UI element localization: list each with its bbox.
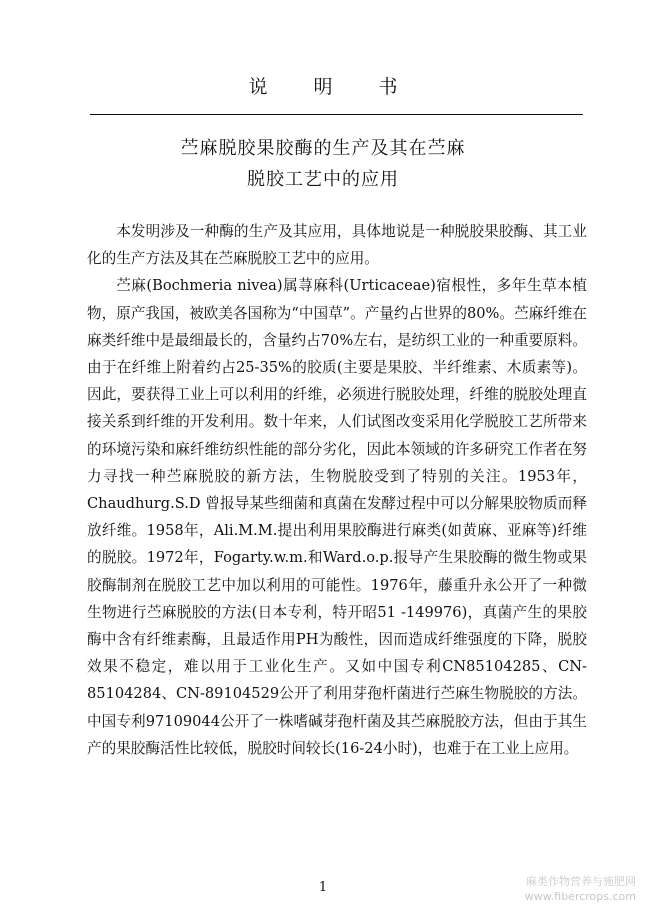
page-number: 1 <box>318 880 328 895</box>
paragraph-2: 苎麻(Bochmeria nivea)属荨麻科(Urticaceae)宿根性，多年生草本植物，原产我国，被欧美各国称为“中国草”。产量约占世界的80%。苎麻纤维在麻类纤维中是最细最长的，含量约占70%左右，是纺织工业的一种重要原料。由于在纤维上附着约占25-35%的胶质(主要是果胶、半纤维素、木质素等)。因此，要获得工业上可以利用的纤维，必须进行脱胶处理，纤维的脱胶处理直接关系到纤维的开发利用。数十年来，人们试图改变采用化学脱胶工艺所带来的环境污染和麻纤维纺织性能的部分劣化，因此本领域的许多研究工作者在努力寻找一种苎麻脱胶的新方法，生物脱胶受到了特别的关注。1953年，Chaudhurg.S.D 曾报导某些细菌和真菌在发酵过程中可以分解果胶物质而释放纤维。1958年，Ali.M.M.提出利用果胶酶进行麻类(如黄麻、亚麻等)纤维的脱胶。1972年，Fogarty.w.m.和Ward.o.p.报导产生果胶酶的微生物或果胶酶制剂在脱胶工艺中加以利用的可能性。1976年，藤重升永公开了一种微生物进行苎麻脱胶的方法(日本专利，特开昭51 -149976)，真菌产生的果胶酶中含有纤维素酶，且最适作用PH为酸性，因而造成纤维强度的下降，脱胶效果不稳定，难以用于工业化生产。又如中国专利CN85104285、CN-85104284、CN-89104529公开了利用芽孢杆菌进行苎麻生物脱胶的方法。中国专利97109044公开了一株嗜碱芽孢杆菌及其苎麻脱胶方法，但由于其生产的果胶酶活性比较低，脱胶时间较长(16-24小时)，也难于在工业上应用。 <box>87 277 587 757</box>
paragraph-1: 本发明涉及一种酶的生产及其应用，具体地说是一种脱胶果胶酶、其工业化的生产方法及其在苎麻脱胶工艺中的应用。 <box>87 223 587 268</box>
document-heading: 说明书 <box>248 76 444 98</box>
site-watermark <box>525 874 636 904</box>
document-body <box>87 218 587 762</box>
document-title-line-1: 苎麻脱胶果胶酶的生产及其在苎麻 <box>180 138 466 159</box>
heading-divider <box>90 114 583 115</box>
document-title-line-2: 脱胶工艺中的应用 <box>247 169 399 190</box>
watermark-url: www.fibercrops.com <box>524 890 636 903</box>
watermark-site-name: 麻类作物营养与施肥网 <box>526 875 636 888</box>
